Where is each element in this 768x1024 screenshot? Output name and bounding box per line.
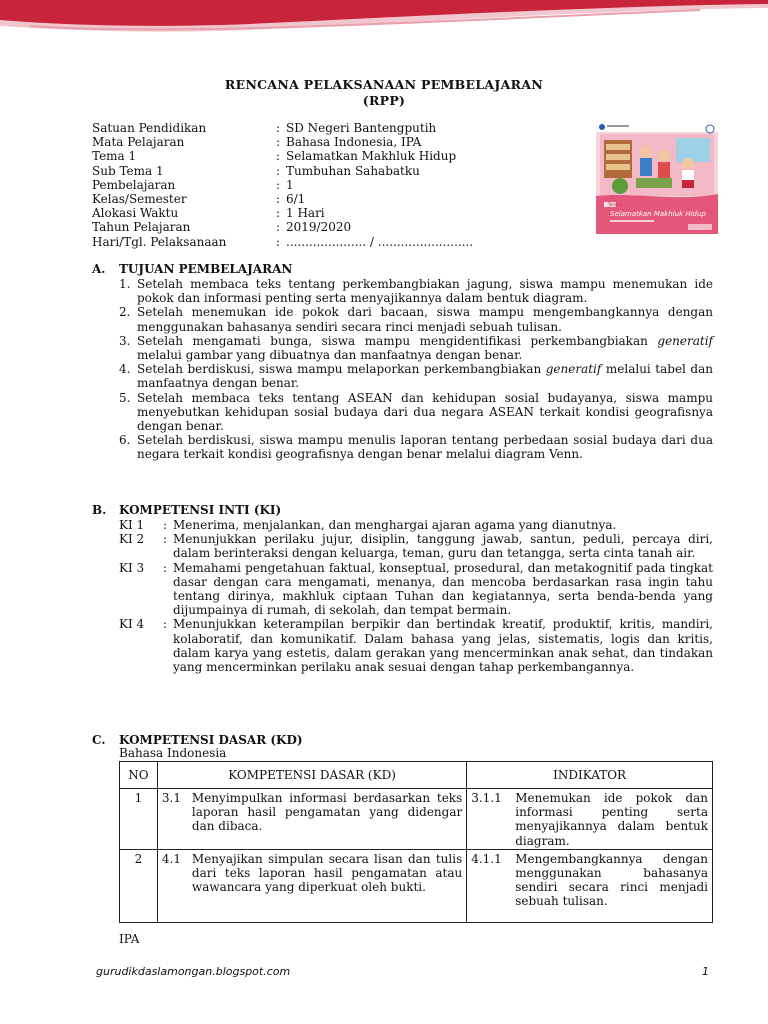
item-text: Setelah membaca teks tentang perkembangbiakan jagung, siswa mampu menemukan ide pokok dan informasi penting serta menyajikannya dalam bentuk diagram. bbox=[137, 277, 713, 306]
kd-table bbox=[119, 761, 713, 923]
info-label: Tahun Pelajaran bbox=[92, 220, 191, 235]
list-item bbox=[119, 334, 713, 362]
info-value: ..................... / ......................... bbox=[286, 234, 474, 249]
info-separator: : bbox=[276, 206, 281, 221]
book-cover-image bbox=[596, 122, 718, 234]
ki-code: KI 3 bbox=[119, 560, 145, 575]
table-header-row bbox=[120, 762, 713, 789]
ki-code: KI 2 bbox=[119, 532, 145, 547]
ki-item bbox=[119, 561, 713, 618]
subject-label: IPA bbox=[119, 932, 140, 946]
identity-info bbox=[92, 121, 473, 249]
info-label: Kelas/Semester bbox=[92, 191, 187, 206]
info-row bbox=[92, 192, 473, 206]
table-row bbox=[120, 789, 713, 850]
learning-objectives-list bbox=[119, 277, 713, 462]
item-text-italic: generatif bbox=[657, 333, 713, 348]
item-number: 6. bbox=[119, 433, 131, 448]
ki-separator: : bbox=[163, 617, 168, 632]
section-title: KOMPETENSI INTI (KI) bbox=[119, 503, 282, 517]
item-text: Setelah membaca teks tentang ASEAN dan kehidupan sosial budayanya, siswa mampu menyebutkan kehidupan sosial budaya dari dua negara ASEAN terkait kondisi geografisnya dengan benar. bbox=[137, 390, 713, 434]
list-item bbox=[119, 277, 713, 305]
page-number: 1 bbox=[702, 965, 709, 978]
list-item bbox=[119, 305, 713, 333]
kd-text: Menyimpulkan informasi berdasarkan teks laporan hasil pengamatan yang didengar dan dibaca. bbox=[191, 791, 463, 834]
kd-text: Menyajikan simpulan secara lisan dan tulis dari teks laporan hasil pengamatan atau wawancara yang diperkuat oleh bukti. bbox=[191, 851, 463, 895]
ki-item bbox=[119, 532, 713, 560]
info-separator: : bbox=[276, 135, 281, 150]
info-value: Tumbuhan Sahabatku bbox=[286, 163, 420, 178]
item-text: Setelah berdiskusi, siswa mampu menulis laporan tentang perbedaan sosial budaya dari dua negara terkait kondisi geografisnya dengan benar melalui diagram Venn. bbox=[137, 433, 713, 462]
item-number: 2. bbox=[119, 305, 131, 320]
ki-text: Menerima, menjalankan, dan menghargai ajaran agama yang dianutnya. bbox=[173, 518, 617, 532]
list-item bbox=[119, 362, 713, 390]
info-separator: : bbox=[276, 220, 281, 235]
cover-label: Tema 1 bbox=[608, 202, 623, 207]
item-text bbox=[137, 334, 713, 362]
indicator-text: Mengembangkannya dengan menggunakan bahasanya sendiri secara rinci menjadi sebuah tulisan. bbox=[515, 851, 708, 909]
item-number: 1. bbox=[119, 277, 131, 291]
item-text-italic: generatif bbox=[545, 362, 602, 377]
item-text-after: melalui gambar yang dibuatnya dan manfaatnya dengan benar. bbox=[137, 348, 523, 363]
list-item bbox=[119, 391, 713, 434]
column-header: KOMPETENSI DASAR (KD) bbox=[157, 762, 466, 789]
info-row bbox=[92, 235, 473, 249]
info-row bbox=[92, 121, 473, 135]
info-separator: : bbox=[276, 177, 281, 192]
indicator-cell bbox=[467, 849, 713, 922]
info-separator: : bbox=[276, 121, 281, 135]
item-text-before: Setelah berdiskusi, siswa mampu melaporkan perkembangbiakan bbox=[137, 362, 546, 377]
list-item bbox=[119, 433, 713, 461]
section-letter: C. bbox=[92, 733, 106, 747]
info-separator: : bbox=[276, 191, 281, 206]
section-b-heading bbox=[92, 503, 281, 517]
header-swoosh bbox=[0, 0, 768, 44]
document-title: RENCANA PELAKSANAAN PEMBELAJARAN bbox=[224, 77, 544, 92]
column-header: NO bbox=[120, 762, 158, 789]
item-text-after: melalui tabel dan manfaatnya dengan benar. bbox=[137, 362, 713, 391]
item-number: 4. bbox=[119, 362, 131, 377]
ki-separator: : bbox=[163, 518, 168, 532]
info-value: 2019/2020 bbox=[286, 220, 352, 235]
ki-code: KI 1 bbox=[119, 518, 145, 532]
ki-text: Menunjukkan perilaku jujur, disiplin, tanggung jawab, santun, peduli, percaya diri, dalam berinteraksi dengan keluarga, teman, guru dan tetangga, serta cinta tanah air. bbox=[173, 532, 713, 561]
item-text: Setelah menemukan ide pokok dari bacaan, siswa mampu mengembangkannya dengan menggunakan bahasanya sendiri secara rinci menjadi sebuah tulisan. bbox=[137, 305, 713, 334]
document-subtitle: (RPP) bbox=[362, 93, 406, 108]
item-text-before: Setelah mengamati bunga, siswa mampu mengidentifikasi perkembangbiakan bbox=[137, 333, 658, 348]
info-label: Mata Pelajaran bbox=[92, 135, 185, 150]
ki-separator: : bbox=[163, 560, 168, 575]
info-value: Selamatkan Makhluk Hidup bbox=[286, 149, 457, 164]
section-c-heading bbox=[92, 733, 303, 747]
info-value: 1 bbox=[286, 177, 294, 192]
item-number: 3. bbox=[119, 333, 131, 348]
section-a-heading bbox=[92, 262, 292, 276]
info-label: Pembelajaran bbox=[92, 177, 176, 192]
info-row bbox=[92, 135, 473, 149]
kd-code: 4.1 bbox=[161, 851, 182, 866]
ki-text: Menunjukkan keterampilan berpikir dan bertindak kreatif, produktif, kritis, mandiri, kolaboratif, dan komunikatif. Dalam bahasa yang jelas, sistematis, logis dan kritis, dalam karya yang estetis, dalam gerakan yang mencerminkan anak sehat, dan tindakan yang mencerminkan perilaku anak sesuai dengan tahap perkembangannya. bbox=[173, 617, 713, 675]
info-row bbox=[92, 178, 473, 192]
info-separator: : bbox=[276, 163, 281, 178]
info-value: Bahasa Indonesia, IPA bbox=[286, 135, 422, 150]
row-number: 1 bbox=[120, 789, 158, 850]
indicator-code: 4.1.1 bbox=[471, 851, 502, 866]
info-row bbox=[92, 206, 473, 220]
info-label: Sub Tema 1 bbox=[92, 163, 164, 178]
indicator-code: 3.1.1 bbox=[471, 791, 502, 805]
indicator-text: Menemukan ide pokok dan informasi penting serta menyajikannya dalam bentuk diagram. bbox=[515, 791, 708, 848]
kd-cell bbox=[157, 789, 466, 850]
section-title: TUJUAN PEMBELAJARAN bbox=[119, 262, 293, 276]
item-text bbox=[137, 362, 713, 390]
row-number: 2 bbox=[120, 849, 158, 922]
item-number: 5. bbox=[119, 390, 131, 405]
info-separator: : bbox=[276, 234, 281, 249]
info-row bbox=[92, 220, 473, 234]
ki-item bbox=[119, 617, 713, 674]
ki-item bbox=[119, 518, 713, 532]
info-value: 1 Hari bbox=[286, 206, 325, 221]
core-competence-list bbox=[119, 518, 713, 674]
ki-separator: : bbox=[163, 532, 168, 547]
kd-cell bbox=[157, 849, 466, 922]
column-header: INDIKATOR bbox=[467, 762, 713, 789]
ki-code: KI 4 bbox=[119, 617, 145, 632]
section-letter: A. bbox=[92, 262, 106, 276]
indicator-cell bbox=[467, 789, 713, 850]
info-label: Hari/Tgl. Pelaksanaan bbox=[92, 234, 227, 249]
footer-site: gurudikdaslamongan.blogspot.com bbox=[96, 965, 291, 978]
info-value: 6/1 bbox=[286, 191, 306, 206]
kd-code: 3.1 bbox=[161, 791, 182, 805]
info-label: Alokasi Waktu bbox=[92, 206, 179, 221]
info-row bbox=[92, 149, 473, 163]
subject-label: Bahasa Indonesia bbox=[119, 746, 227, 760]
section-letter: B. bbox=[92, 503, 107, 517]
info-label: Tema 1 bbox=[92, 149, 137, 164]
section-title: KOMPETENSI DASAR (KD) bbox=[119, 733, 303, 747]
table-row bbox=[120, 849, 713, 922]
cover-title: Selamatkan Makhluk Hidup bbox=[610, 210, 706, 218]
info-value: SD Negeri Bantengputih bbox=[286, 121, 437, 135]
ki-text: Memahami pengetahuan faktual, konseptual, prosedural, dan metakognitif pada tingkat dasar dengan cara mengamati, menanya, dan mencoba berdasarkan rasa ingin tahu tentang dirinya, makhluk ciptaan Tuhan dan kegiatannya, serta benda-benda yang dijumpainya di rumah, di sekolah, dan tempat bermain. bbox=[173, 560, 713, 618]
info-label: Satuan Pendidikan bbox=[92, 121, 207, 135]
info-separator: : bbox=[276, 149, 281, 164]
info-row bbox=[92, 164, 473, 178]
